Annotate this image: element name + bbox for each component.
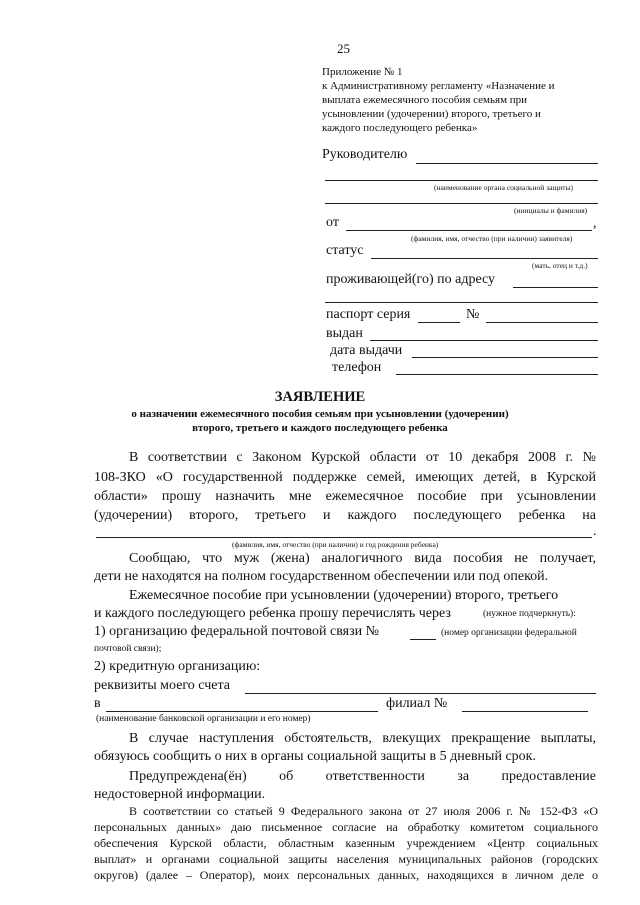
passport-label: паспорт серия — [326, 307, 411, 322]
bank-caption: (наименование банковской организации и его номер) — [96, 714, 311, 724]
title-sub: о назначении ежемесячного пособия семьям при усыновлении (удочерении) — [131, 408, 509, 420]
issue-date-label: дата выдачи — [330, 343, 403, 358]
initials-line[interactable] — [325, 203, 598, 204]
passport-number-line[interactable] — [486, 322, 598, 323]
account-label: реквизиты моего счета — [94, 678, 230, 693]
org-caption: (наименование органа социальной защиты) — [434, 183, 574, 192]
title-main: ЗАЯВЛЕНИЕ — [274, 389, 366, 405]
page-number: 25 — [337, 41, 350, 56]
issued-label: выдан — [326, 326, 363, 341]
issue-date-line[interactable] — [412, 357, 598, 358]
from-label: от — [326, 215, 339, 230]
text-line: (удочерении) второго, третьего и каждого последующего ребенка на — [94, 508, 596, 523]
text-line: обеспечения Курской области, областным казенным учреждением «Центр социальных — [94, 836, 598, 850]
text-line: Предупреждена(ён) об ответственности за предоставление — [129, 769, 596, 784]
appendix-line: выплата ежемесячного пособия семьям при — [322, 94, 528, 106]
initials-caption: (инициалы и фамилия) — [514, 206, 588, 215]
text-line: В соответствии с Законом Курской области от 10 декабря 2008 г. № — [129, 450, 596, 465]
text-line: области» прошу назначить мне ежемесячное пособие при усыновлении — [94, 489, 596, 504]
text-line: В случае наступления обстоятельств, влекущих прекращение выплаты, — [129, 731, 596, 746]
child-line[interactable] — [96, 537, 592, 538]
text-line: 108-ЗКО «О государственной поддержке семей, имеющих детей, в Курской — [94, 470, 596, 485]
postal-note: (номер организации федеральной — [441, 628, 577, 638]
recipient-line[interactable] — [416, 163, 598, 164]
branch-line[interactable] — [462, 711, 588, 712]
phone-label: телефон — [332, 360, 382, 375]
appendix-line: каждого последующего ребенка» — [322, 122, 478, 134]
note-underline: (нужное подчеркнуть): — [483, 609, 576, 619]
status-line[interactable] — [371, 258, 598, 259]
from-comma: , — [593, 216, 597, 231]
option-postal[interactable]: 1) организацию федеральной почтовой связи № — [94, 624, 379, 639]
address-line[interactable] — [513, 287, 598, 288]
address-label: проживающей(го) по адресу — [326, 272, 496, 287]
text-line: и каждого последующего ребенка прошу перечислять через — [94, 606, 451, 621]
title-sub: второго, третьего и каждого последующего ребенка — [192, 422, 448, 434]
status-caption: (мать, отец и т.д.) — [532, 261, 588, 270]
postal-number-line[interactable] — [410, 639, 436, 640]
from-line[interactable] — [346, 230, 592, 231]
in-label: в — [94, 696, 101, 711]
applicant-caption: (фамилия, имя, отчество (при наличии) заявителя) — [411, 234, 573, 243]
passport-series-line[interactable] — [418, 322, 460, 323]
bank-line[interactable] — [106, 711, 378, 712]
address-line-2[interactable] — [325, 302, 598, 303]
appendix-line: к Административному регламенту «Назначение и — [322, 80, 555, 92]
text-line: округов) (далее – Оператор), моих персональных данных, находящихся в личном деле о — [94, 868, 598, 882]
postal-note: почтовой связи); — [94, 644, 162, 654]
phone-line[interactable] — [396, 374, 598, 375]
text-line: дети не находятся на полном государственном обеспечении или под опекой. — [94, 569, 549, 584]
appendix-line: усыновлении (удочерении) второго, третьего и — [322, 108, 541, 120]
child-caption: (фамилия, имя, отчество (при наличии) и год рождения ребенка) — [232, 540, 439, 549]
status-label: статус — [326, 243, 364, 258]
account-line[interactable] — [245, 693, 596, 694]
passport-no-label: № — [466, 307, 480, 322]
text-line-end: . — [593, 524, 597, 539]
branch-label: филиал № — [386, 696, 448, 711]
issued-line[interactable] — [370, 340, 598, 341]
text-line: персональных данных» даю письменное согласие на обработку комитетом социального — [94, 820, 598, 834]
text-line: недостоверной информации. — [94, 787, 266, 802]
org-line[interactable] — [325, 180, 598, 181]
text-line: обязуюсь сообщить о них в органы социальной защиты в 5 дневный срок. — [94, 749, 536, 764]
text-line: выплат» и органами социальной защиты населения муниципальных районов (городских — [94, 852, 598, 866]
text-line: Сообщаю, что муж (жена) аналогичного вида пособия не получает, — [129, 551, 596, 566]
to-label: Руководителю — [322, 147, 408, 162]
text-line: Ежемесячное пособие при усыновлении (удочерении) второго, третьего — [129, 588, 559, 603]
appendix-line: Приложение № 1 — [322, 66, 403, 78]
text-line: В соответствии со статьей 9 Федерального закона от 27 июля 2006 г. № 152-ФЗ «О — [129, 804, 598, 818]
option-credit[interactable]: 2) кредитную организацию: — [94, 659, 261, 674]
